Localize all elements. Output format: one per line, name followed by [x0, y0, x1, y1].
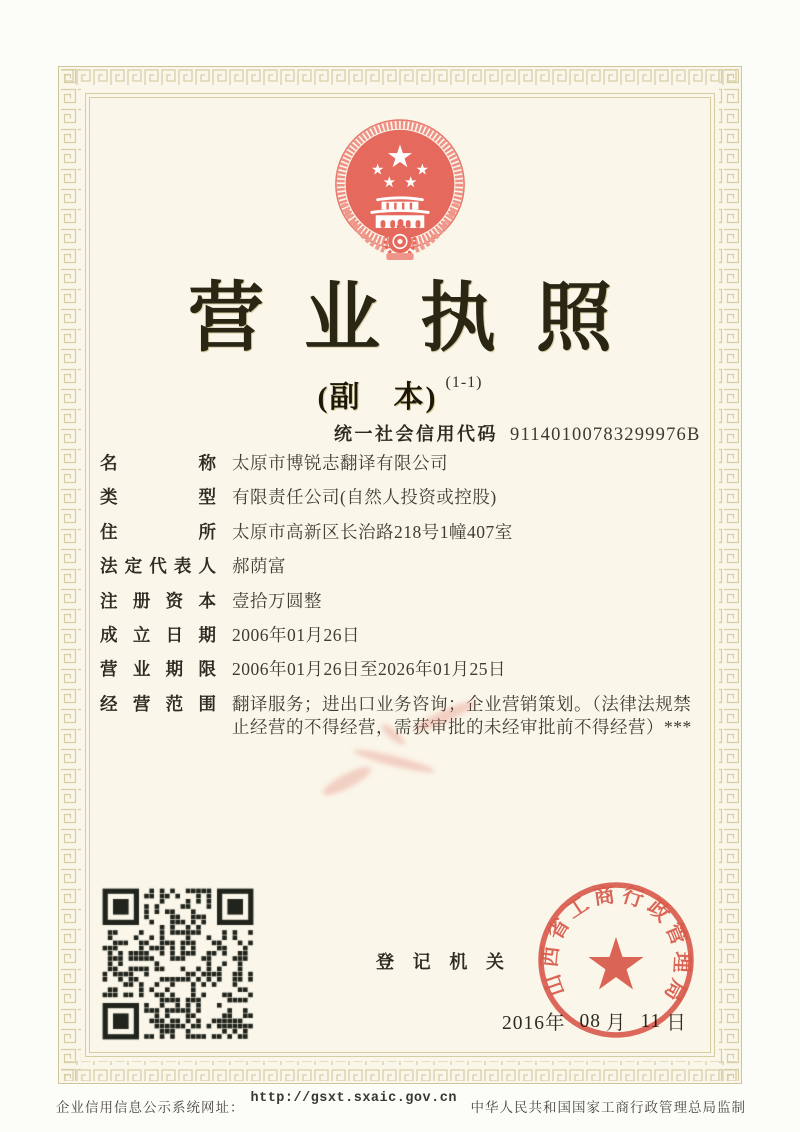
field-value: 太原市高新区长治路218号1幢407室: [232, 521, 513, 542]
date-month-num: 08: [579, 1011, 602, 1032]
field-row-legal-representative: [100, 555, 706, 578]
credit-code-row: [334, 420, 701, 446]
registration-authority-label: 登 记 机 关: [376, 952, 504, 972]
field-row-business-term: [100, 658, 706, 681]
date-day-unit: 日: [666, 1013, 687, 1034]
credit-code-label: 统一社会信用代码: [334, 424, 498, 444]
license-fields: [100, 452, 706, 751]
footer-site: [56, 1091, 457, 1116]
footer-site-label: 企业信用信息公示系统网址：: [56, 1100, 245, 1115]
field-label: 成 立 日 期: [100, 625, 216, 646]
field-value: 翻译服务；进出口业务咨询；企业营销策划。（法律法规禁止经营的不得经营，需获审批的未经审批前不得经营）***: [232, 693, 692, 738]
field-value: 郝荫富: [232, 556, 286, 577]
license-title: 营 业 执 照: [188, 276, 612, 361]
field-row-type: [100, 486, 706, 509]
qr-code: [100, 886, 256, 1042]
subtitle-row: [0, 372, 800, 416]
field-label: 名 称: [100, 453, 216, 473]
field-row-business-scope: [100, 693, 706, 740]
field-row-name: [100, 452, 706, 475]
field-value: 太原市博锐志翻译有限公司: [232, 453, 448, 473]
footer-site-url: http://gsxt.sxaic.gov.cn: [250, 1091, 457, 1106]
credit-code-value: 91140100783299976B: [510, 425, 701, 445]
field-row-registered-capital: [100, 590, 706, 613]
field-value: 2006年01月26日: [232, 625, 360, 646]
field-label: 法 定 代 表 人: [100, 556, 216, 577]
date-day-num: 11: [640, 1011, 662, 1032]
seal-text: 山西省工商行政管理局: [538, 883, 694, 1010]
field-label: 经 营 范 围: [100, 693, 216, 714]
field-value: 壹拾万圆整: [232, 590, 322, 611]
field-label: 注 册 资 本: [100, 590, 216, 611]
field-label: 住 所: [100, 521, 216, 542]
footer-issuer: 中华人民共和国国家工商行政管理总局监制: [470, 1100, 746, 1115]
field-value: 2006年01月26日至2026年01月25日: [232, 659, 506, 680]
copy-index: (1-1): [445, 374, 483, 391]
field-row-establish-date: [100, 624, 706, 647]
official-seal: [532, 876, 700, 1044]
field-label: 类 型: [100, 487, 216, 508]
field-value: 有限责任公司(自然人投资或控股): [232, 487, 497, 508]
prc-national-emblem-icon: [332, 118, 468, 264]
copy-type-label: (副 本): [317, 381, 438, 414]
date-year: 2016年: [502, 1013, 566, 1034]
date-month-unit: 月: [606, 1013, 627, 1034]
field-row-address: [100, 521, 706, 544]
field-label: 营 业 期 限: [100, 659, 216, 680]
